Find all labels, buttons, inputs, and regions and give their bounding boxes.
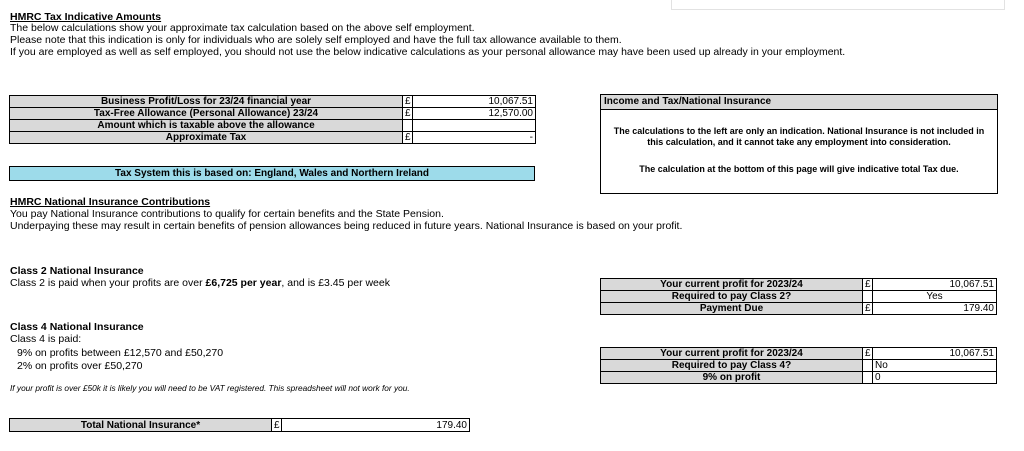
class2-required-label: Required to pay Class 2?	[601, 291, 863, 303]
class2-threshold: £6,725 per year	[205, 277, 282, 289]
info-box	[600, 94, 998, 194]
class4-nine-percent-label: 9% on profit	[601, 372, 863, 384]
class4-paid-label: Class 4 is paid:	[10, 333, 82, 345]
table-row	[601, 291, 997, 303]
profit-value[interactable]: 10,067.51	[413, 96, 536, 108]
taxable-amount-label: Amount which is taxable above the allowance	[10, 120, 403, 132]
intro-line-2: Please note that this indication is only for individuals who are solely self employed and have the full tax allowance available to them.	[10, 34, 622, 46]
table-row	[601, 279, 997, 291]
class2-payment-value[interactable]: 179.40	[873, 303, 997, 315]
table-row	[10, 108, 536, 120]
profit-currency: £	[403, 96, 413, 108]
intro-heading: HMRC Tax Indicative Amounts	[10, 11, 162, 23]
table-row	[601, 360, 997, 372]
class2-text-after: , and is £3.45 per week	[281, 277, 390, 289]
total-ni-label: Total National Insurance*	[10, 419, 272, 432]
approximate-tax-label: Approximate Tax	[10, 132, 403, 144]
top-input-box	[671, 0, 1005, 10]
class4-nine-percent-value[interactable]: 0	[873, 372, 997, 384]
table-row	[10, 419, 470, 432]
class4-required-currency	[863, 360, 873, 372]
total-ni-table	[9, 418, 470, 432]
allowance-label: Tax-Free Allowance (Personal Allowance) 23/24	[10, 108, 403, 120]
taxable-amount-value[interactable]	[413, 120, 536, 132]
intro-line-1: The below calculations show your approximate tax calculation based on the above self employment.	[10, 22, 475, 34]
class4-rate-1: 9% on profits between £12,570 and £50,270	[17, 347, 224, 359]
total-ni-currency: £	[272, 419, 282, 432]
class2-payment-label: Payment Due	[601, 303, 863, 315]
class2-profit-label: Your current profit for 2023/24	[601, 279, 863, 291]
class4-required-label: Required to pay Class 4?	[601, 360, 863, 372]
class4-required-value[interactable]: No	[873, 360, 997, 372]
allowance-currency: £	[403, 108, 413, 120]
class2-required-currency	[863, 291, 873, 303]
ni-line-2: Underpaying these may result in certain benefits of pension allowances being reduced in future years. National Insurance is based on your profit.	[10, 220, 683, 232]
table-row	[10, 96, 536, 108]
table-row	[10, 120, 536, 132]
approximate-tax-value[interactable]: -	[413, 132, 536, 144]
class4-profit-value[interactable]: 10,067.51	[873, 348, 997, 360]
total-ni-value[interactable]: 179.40	[282, 419, 470, 432]
class4-rate-2: 2% on profits over £50,270	[17, 360, 143, 372]
profit-label: Business Profit/Loss for 23/24 financial year	[10, 96, 403, 108]
tax-system-banner: Tax System this is based on: England, Wales and Northern Ireland	[9, 166, 535, 181]
class4-nine-percent-currency	[863, 372, 873, 384]
class2-payment-currency: £	[863, 303, 873, 315]
taxable-amount-currency	[403, 120, 413, 132]
table-row	[601, 348, 997, 360]
class2-profit-value[interactable]: 10,067.51	[873, 279, 997, 291]
class4-profit-label: Your current profit for 2023/24	[601, 348, 863, 360]
class2-text-before: Class 2 is paid when your profits are over	[10, 277, 206, 289]
class2-required-value[interactable]: Yes	[873, 291, 997, 303]
intro-line-3: If you are employed as well as self employed, you should not use the below indicative calculations as your personal allowance may have been used up already in your employment.	[10, 46, 846, 58]
ni-heading: HMRC National Insurance Contributions	[10, 196, 211, 208]
class2-heading: Class 2 National Insurance	[10, 265, 144, 277]
vat-note: If your profit is over £50k it is likely you will need to be VAT registered. This spreadsheet will not work for you.	[10, 383, 410, 393]
class4-table	[600, 347, 997, 384]
approximate-tax-currency: £	[403, 132, 413, 144]
allowance-value[interactable]: 12,570.00	[413, 108, 536, 120]
class2-table	[600, 278, 997, 315]
class2-profit-currency: £	[863, 279, 873, 291]
info-box-paragraph-2: The calculation at the bottom of this page will give indicative total Tax due.	[639, 164, 959, 174]
class2-description	[10, 277, 390, 289]
table-row	[601, 303, 997, 315]
class4-heading: Class 4 National Insurance	[10, 321, 144, 333]
ni-line-1: You pay National Insurance contributions to qualify for certain benefits and the State Pension.	[10, 208, 444, 220]
table-row	[601, 372, 997, 384]
info-box-title: Income and Tax/National Insurance	[601, 95, 997, 110]
class4-profit-currency: £	[863, 348, 873, 360]
table-row	[10, 132, 536, 144]
info-box-paragraph-1: The calculations to the left are only an indication. National Insurance is not included in this calculation, and it cannot take any employment into consideration.	[613, 126, 985, 147]
tax-table	[9, 95, 536, 144]
